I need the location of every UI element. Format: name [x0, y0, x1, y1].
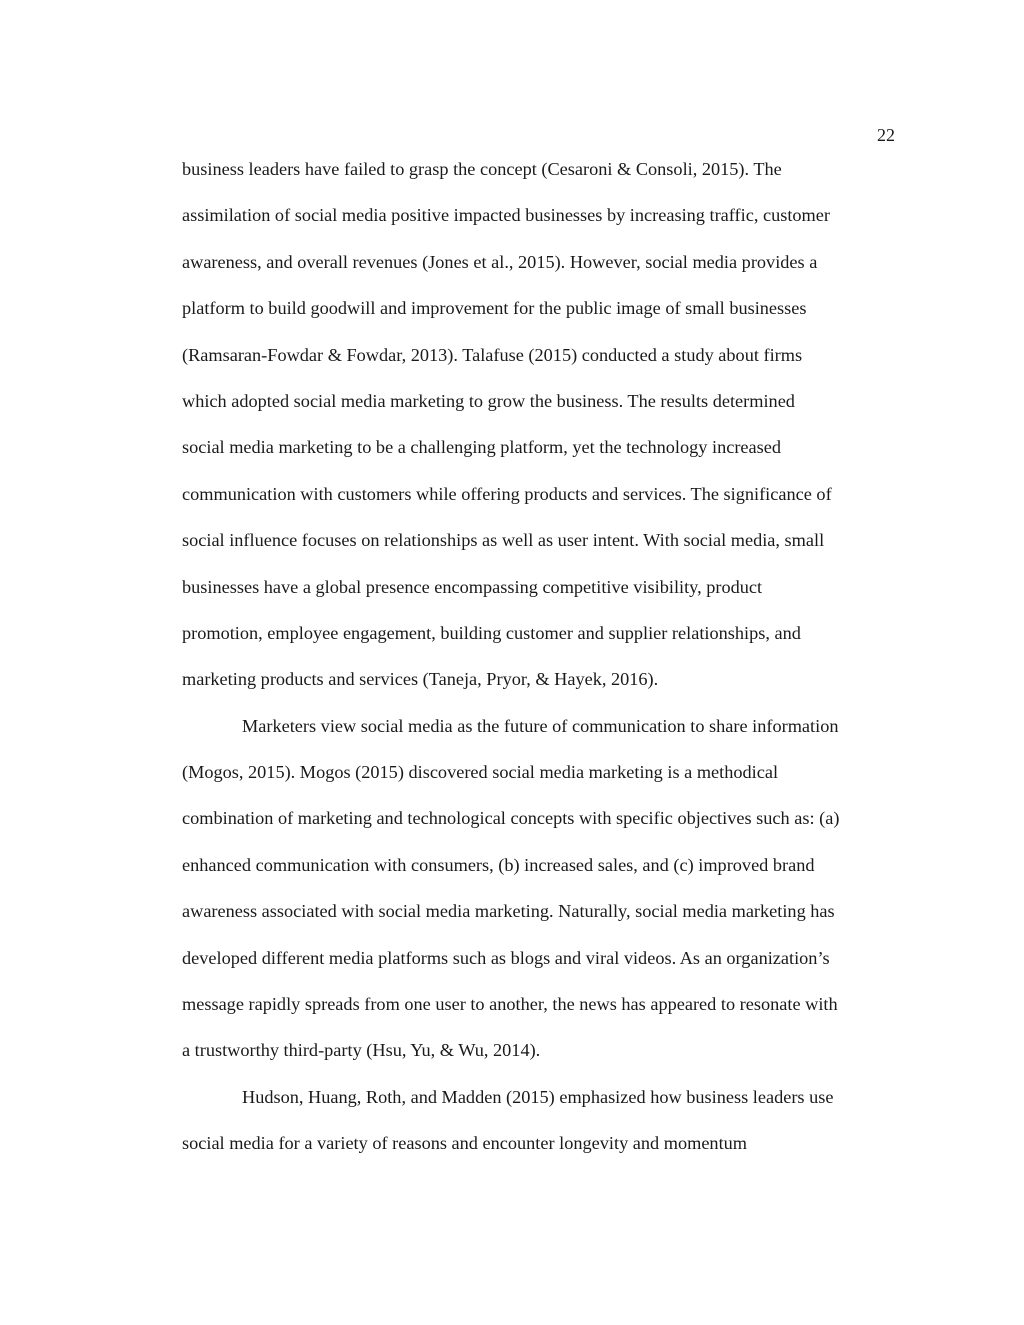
text-line: social media for a variety of reasons and encounter longevity and momentum: [182, 1133, 748, 1154]
text-line: promotion, employee engagement, building customer and supplier relationships, and: [182, 622, 801, 643]
page-number: 22: [877, 125, 895, 145]
text-line: combination of marketing and technological concepts with specific objectives such as: (a): [182, 808, 840, 829]
text-line: business leaders have failed to grasp the concept (Cesaroni & Consoli, 2015). The: [182, 159, 782, 179]
paragraph-first-line: Marketers view social media as the future of communication to share information: [242, 715, 839, 736]
body-text: [182, 157, 942, 1178]
text-line: social influence focuses on relationships as well as user intent. With social media, small: [182, 530, 825, 551]
text-line: enhanced communication with consumers, (b) increased sales, and (c) improved brand: [182, 854, 815, 875]
text-line: platform to build goodwill and improvement for the public image of small businesses: [182, 298, 807, 319]
text-line: developed different media platforms such as blogs and viral videos. As an organization’s: [182, 947, 830, 968]
text-line: social media marketing to be a challenging platform, yet the technology increased: [182, 437, 782, 458]
text-line: assimilation of social media positive impacted businesses by increasing traffic, customer: [182, 205, 830, 226]
text-line: (Ramsaran-Fowdar & Fowdar, 2013). Talafuse (2015) conducted a study about firms: [182, 344, 803, 365]
text-line: message rapidly spreads from one user to another, the news has appeared to resonate with: [182, 994, 838, 1015]
text-line: businesses have a global presence encompassing competitive visibility, product: [182, 576, 763, 597]
text-line: marketing products and services (Taneja, Pryor, & Hayek, 2016).: [182, 669, 659, 690]
text-line: awareness associated with social media marketing. Naturally, social media marketing has: [182, 901, 835, 922]
text-line: communication with customers while offering products and services. The significance of: [182, 483, 832, 504]
text-line: awareness, and overall revenues (Jones et al., 2015). However, social media provides a: [182, 251, 818, 272]
text-line: (Mogos, 2015). Mogos (2015) discovered social media marketing is a methodical: [182, 762, 779, 783]
text-line: which adopted social media marketing to grow the business. The results determined: [182, 390, 795, 411]
paragraph-first-line: Hudson, Huang, Roth, and Madden (2015) emphasized how business leaders use: [242, 1086, 834, 1107]
text-line: a trustworthy third-party (Hsu, Yu, & Wu, 2014).: [182, 1040, 541, 1061]
